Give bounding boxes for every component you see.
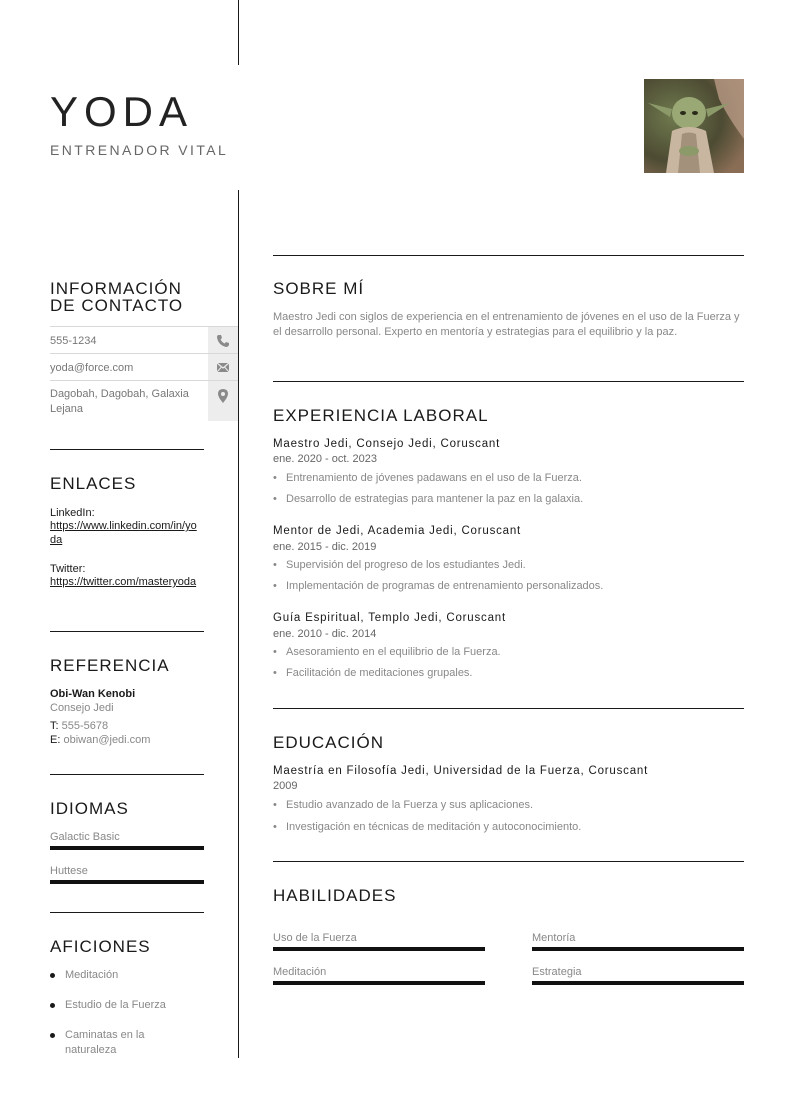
job-bullet: • Asesoramiento en el equilibrio de la Fuerza. bbox=[273, 646, 501, 658]
education-bullet-text: Investigación en técnicas de meditación y autoconocimiento. bbox=[286, 821, 582, 833]
skill-level-bar bbox=[532, 947, 744, 951]
skill-label: Estrategia bbox=[532, 966, 582, 978]
hobby-item bbox=[50, 998, 185, 1013]
language-level-bar bbox=[50, 880, 204, 884]
divider bbox=[273, 708, 744, 709]
person-name: YODA bbox=[50, 88, 194, 135]
bullet-dot bbox=[50, 973, 55, 978]
job-bullet-text: Entrenamiento de jóvenes padawans en el uso de la Fuerza. bbox=[286, 472, 582, 484]
education-bullet-text: Estudio avanzado de la Fuerza y sus aplicaciones. bbox=[286, 799, 534, 811]
phone-icon bbox=[208, 327, 238, 354]
job-dates: ene. 2020 - oct. 2023 bbox=[273, 453, 377, 465]
reference-email-line bbox=[50, 733, 150, 747]
job-bullet-text: Asesoramiento en el equilibrio de la Fuerza. bbox=[286, 646, 501, 658]
reference-phone-label: T: bbox=[50, 720, 59, 732]
language-level-bar bbox=[50, 846, 204, 850]
education-title: EDUCACIÓN bbox=[273, 733, 385, 752]
twitter-link[interactable]: https://twitter.com/masteryoda bbox=[50, 576, 197, 588]
linkedin-label: LinkedIn: bbox=[50, 507, 95, 519]
bullet-dot bbox=[50, 1003, 55, 1008]
job-bullet-text: Facilitación de meditaciones grupales. bbox=[286, 667, 473, 679]
contact-title-line1: INFORMACIÓN bbox=[50, 279, 182, 298]
bullet-dot bbox=[50, 1033, 55, 1038]
job-title: Mentor de Jedi, Academia Jedi, Coruscant bbox=[273, 525, 522, 537]
languages-title: IDIOMAS bbox=[50, 799, 129, 818]
divider bbox=[273, 255, 744, 256]
divider bbox=[273, 861, 744, 862]
reference-phone: 555-5678 bbox=[61, 720, 109, 732]
contact-address: Dagobah, Dagobah, Galaxia Lejana bbox=[50, 388, 189, 415]
education-year: 2009 bbox=[273, 780, 298, 792]
job-bullet-text: Implementación de programas de entrenamiento personalizados. bbox=[286, 580, 604, 592]
contact-title bbox=[50, 280, 183, 314]
experience-title: EXPERIENCIA LABORAL bbox=[273, 406, 489, 425]
language-label: Huttese bbox=[50, 865, 88, 877]
divider bbox=[50, 449, 204, 450]
job-dates: ene. 2015 - dic. 2019 bbox=[273, 541, 377, 553]
skill-label: Mentoría bbox=[532, 932, 576, 944]
job-bullet-text: Desarrollo de estrategias para mantener la paz en la galaxia. bbox=[286, 493, 584, 505]
skills-title: HABILIDADES bbox=[273, 886, 397, 905]
job-bullet-text: Supervisión del progreso de los estudiantes Jedi. bbox=[286, 559, 526, 571]
contact-title-line2: DE CONTACTO bbox=[50, 296, 184, 315]
language-label: Galactic Basic bbox=[50, 831, 120, 843]
contact-phone-row bbox=[50, 326, 238, 354]
divider bbox=[50, 912, 204, 913]
job-bullet: • Supervisión del progreso de los estudiantes Jedi. bbox=[273, 559, 526, 571]
contact-email-row bbox=[50, 353, 238, 381]
column-divider bbox=[238, 190, 239, 1058]
reference-phone-line bbox=[50, 719, 108, 733]
hobby-label: Meditación bbox=[65, 969, 119, 981]
skill-label: Uso de la Fuerza bbox=[273, 932, 357, 944]
job-title: Maestro Jedi, Consejo Jedi, Coruscant bbox=[273, 438, 501, 450]
skill-label: Meditación bbox=[273, 966, 327, 978]
skill-level-bar bbox=[273, 947, 485, 951]
contact-phone: 555-1234 bbox=[50, 335, 97, 347]
divider bbox=[273, 381, 744, 382]
about-title: SOBRE MÍ bbox=[273, 279, 365, 298]
contact-email: yoda@force.com bbox=[50, 362, 134, 374]
location-pin-icon bbox=[208, 381, 238, 421]
job-bullet: • Facilitación de meditaciones grupales. bbox=[273, 667, 473, 679]
hobby-label: Caminatas en la naturaleza bbox=[65, 1029, 145, 1056]
reference-org: Consejo Jedi bbox=[50, 702, 114, 714]
education-bullet: • Estudio avanzado de la Fuerza y sus aplicaciones. bbox=[273, 799, 534, 811]
linkedin-link[interactable]: https://www.linkedin.com/in/yoda bbox=[50, 520, 197, 546]
hobby-item bbox=[50, 1028, 165, 1058]
reference-title: REFERENCIA bbox=[50, 656, 170, 675]
reference-name: Obi-Wan Kenobi bbox=[50, 688, 136, 700]
job-role: ENTRENADOR VITAL bbox=[50, 142, 229, 158]
job-title: Guía Espiritual, Templo Jedi, Coruscant bbox=[273, 612, 506, 624]
contact-address-row bbox=[50, 380, 238, 421]
education-degree: Maestría en Filosofía Jedi, Universidad de la Fuerza, Coruscant bbox=[273, 765, 649, 777]
profile-photo bbox=[644, 79, 744, 173]
reference-email: obiwan@jedi.com bbox=[63, 734, 151, 746]
links-title: ENLACES bbox=[50, 474, 137, 493]
job-bullet: • Implementación de programas de entrenamiento personalizados. bbox=[273, 580, 604, 592]
reference-email-label: E: bbox=[50, 734, 61, 746]
hobby-item bbox=[50, 968, 185, 983]
divider bbox=[50, 631, 204, 632]
mail-icon bbox=[208, 354, 238, 381]
column-divider-top bbox=[238, 0, 239, 65]
skill-level-bar bbox=[532, 981, 744, 985]
about-text: Maestro Jedi con siglos de experiencia en el entrenamiento de jóvenes en el uso de la Fuerza y el desarrollo personal. Experto en mentoría y estrategias para el equilibrio y la paz. bbox=[273, 311, 740, 338]
education-bullet: • Investigación en técnicas de meditación y autoconocimiento. bbox=[273, 821, 582, 833]
hobbies-title: AFICIONES bbox=[50, 937, 151, 956]
skill-level-bar bbox=[273, 981, 485, 985]
divider bbox=[50, 774, 204, 775]
twitter-label: Twitter: bbox=[50, 563, 86, 575]
job-bullet: • Entrenamiento de jóvenes padawans en el uso de la Fuerza. bbox=[273, 472, 582, 484]
job-dates: ene. 2010 - dic. 2014 bbox=[273, 628, 377, 640]
job-bullet: • Desarrollo de estrategias para mantener la paz en la galaxia. bbox=[273, 493, 584, 505]
hobby-label: Estudio de la Fuerza bbox=[65, 999, 166, 1011]
